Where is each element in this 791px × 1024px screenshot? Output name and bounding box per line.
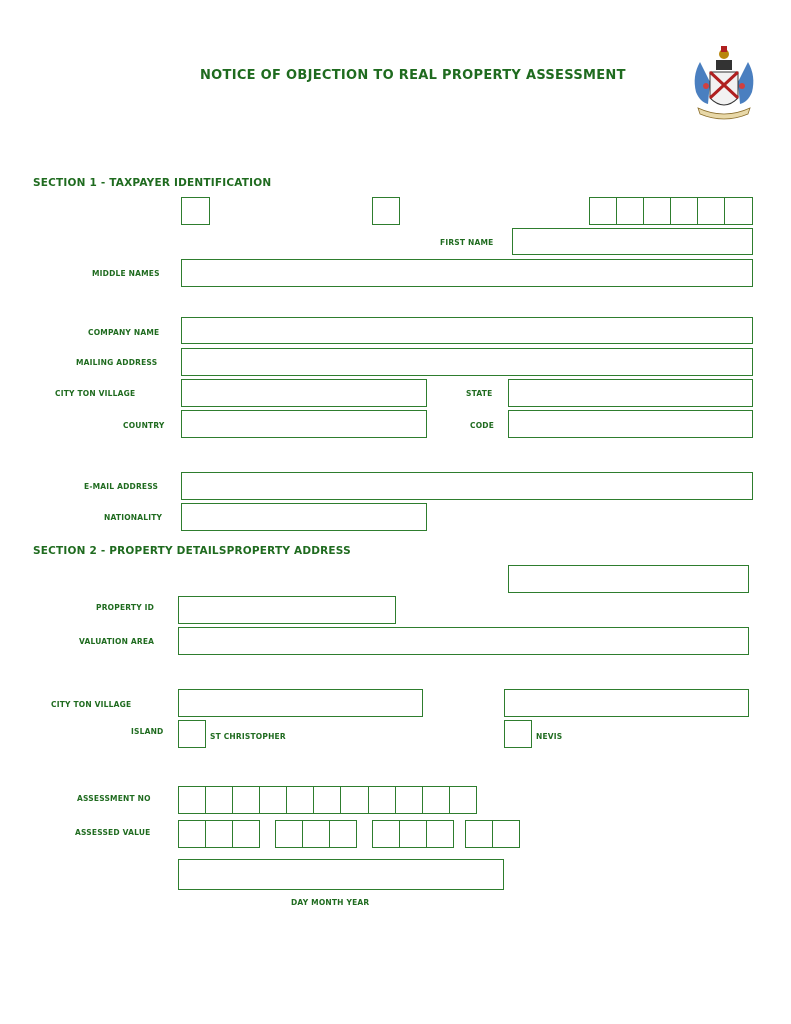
title-checkbox-1[interactable]: [181, 197, 210, 225]
state-field[interactable]: [508, 379, 753, 407]
nevis-checkbox[interactable]: [504, 720, 532, 748]
code-field[interactable]: [508, 410, 753, 438]
assessment-no-label: ASSESSMENT NO: [77, 794, 151, 803]
assessment-no-cells[interactable]: [178, 786, 477, 814]
property-id-label: PROPERTY ID: [96, 603, 155, 612]
first-name-label: FIRST NAME: [440, 238, 494, 247]
assessed-value-cells-1[interactable]: [178, 820, 260, 848]
company-name-field[interactable]: [181, 317, 753, 344]
assessed-value-cells-2[interactable]: [275, 820, 357, 848]
form-title: NOTICE OF OBJECTION TO REAL PROPERTY ASSESSMENT: [200, 68, 626, 83]
country-field[interactable]: [181, 410, 427, 438]
st-christopher-label: ST CHRISTOPHER: [210, 732, 286, 741]
city-label: CITY TON VILLAGE: [55, 389, 136, 398]
middle-names-label: MIDDLE NAMES: [92, 269, 160, 278]
property-city-label: CITY TON VILLAGE: [51, 700, 132, 709]
city-field[interactable]: [181, 379, 427, 407]
company-name-label: COMPANY NAME: [88, 328, 160, 337]
nevis-label: NEVIS: [536, 732, 563, 741]
property-id-field[interactable]: [178, 596, 396, 624]
nationality-field[interactable]: [181, 503, 427, 531]
date-label: DAY MONTH YEAR: [291, 898, 370, 907]
code-label: CODE: [470, 421, 495, 430]
assessed-value-label: ASSESSED VALUE: [75, 828, 151, 837]
assessed-value-cells-4[interactable]: [465, 820, 520, 848]
island-label: ISLAND: [131, 727, 164, 736]
state-label: STATE: [466, 389, 493, 398]
nationality-label: NATIONALITY: [104, 513, 163, 522]
st-christopher-checkbox[interactable]: [178, 720, 206, 748]
valuation-area-field[interactable]: [178, 627, 749, 655]
middle-names-field[interactable]: [181, 259, 753, 287]
email-field[interactable]: [181, 472, 753, 500]
title-checkbox-2[interactable]: [372, 197, 400, 225]
assessed-value-cells-3[interactable]: [372, 820, 454, 848]
taxpayer-id-cells[interactable]: [589, 197, 753, 225]
mailing-address-label: MAILING ADDRESS: [76, 358, 158, 367]
property-city-field[interactable]: [178, 689, 423, 717]
section-2-heading: SECTION 2 - PROPERTY DETAILSPROPERTY ADDRESS: [33, 545, 351, 557]
property-address-field[interactable]: [508, 565, 749, 593]
mailing-address-field[interactable]: [181, 348, 753, 376]
first-name-field[interactable]: [512, 228, 753, 255]
valuation-area-label: VALUATION AREA: [79, 637, 155, 646]
email-label: E-MAIL ADDRESS: [84, 482, 159, 491]
country-label: COUNTRY: [123, 421, 165, 430]
section-1-heading: SECTION 1 - TAXPAYER IDENTIFICATION: [33, 177, 272, 189]
property-city-field-2[interactable]: [504, 689, 749, 717]
coat-of-arms-icon: [686, 42, 762, 126]
date-field[interactable]: [178, 859, 504, 890]
